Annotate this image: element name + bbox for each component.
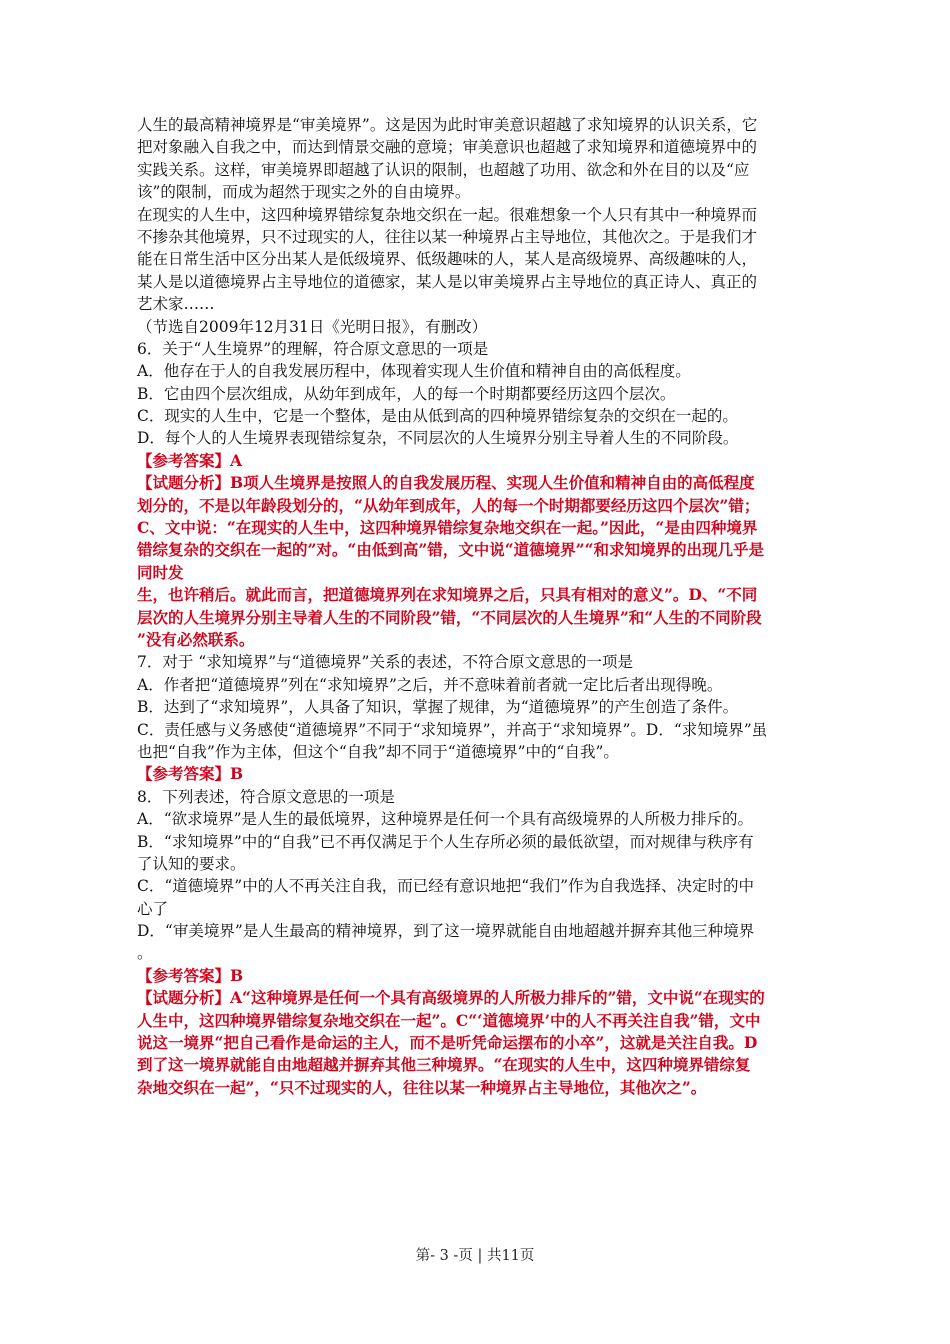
analysis-line: 同时发 xyxy=(137,562,184,582)
question-8 xyxy=(137,786,813,1099)
question-7 xyxy=(137,651,813,785)
analysis-line: 说这一境界“把自己看作是命运的主人，而不是听凭命运摆布的小卒”，这就是关注自我。D xyxy=(137,1033,758,1053)
option-a: A．作者把“道德境界”列在“求知境界”之后，并不意味着前者就一定比后者出现得晚。 xyxy=(137,675,723,694)
analysis-line: 【试题分析】B项人生境界是按照人的自我发展历程、实现人生价值和精神自由的高低程度 xyxy=(137,473,755,493)
passage-line: 能在日常生活中区分出某人是低级境界、低级趣味的人，某人是高级境界、高级趣味的人， xyxy=(137,250,758,269)
option-d: 也把“自我”作为主体，但这个“自我”却不同于“道德境界”中的“自我”。 xyxy=(137,742,619,761)
reference-answer: 【参考答案】A xyxy=(137,450,243,470)
analysis-line: ”没有必然联系。 xyxy=(137,629,255,649)
analysis-line: 杂地交织在一起”，“只不过现实的人，往往以某一种境界占主导地位，其他次之”。 xyxy=(137,1077,707,1097)
option-b: B．“求知境界”中的“自我”已不再仅满足于个人生存所必须的最低欲望，而对规律与秩序有 xyxy=(137,832,754,851)
option-c: C．现实的人生中，它是一个整体，是由从低到高的四种境界错综复杂的交织在一起的。 xyxy=(137,407,738,426)
question-stem: 6．关于“人生境界”的理解，符合原文意思的一项是 xyxy=(137,339,489,358)
analysis-line: 【试题分析】A“这种境界是任何一个具有高级境界的人所极力排斥的”错，文中说“在现实的 xyxy=(137,988,765,1008)
analysis-line: C、文中说：“在现实的人生中，这四种境界错综复杂地交织在一起。”因此，“是由四种境界 xyxy=(137,518,758,538)
analysis-line: 生，也许稍后。就此而言，把道德境界列在求知境界之后，只具有相对的意义”。D、“不同 xyxy=(137,585,758,605)
analysis-line: 到了这一境界就能自由地超越并摒弃其他三种境界。“在现实的人生中，这四种境界错综复 xyxy=(137,1055,751,1075)
passage-line: 某人是以道德境界占主导地位的道德家，某人是以审美境界占主导地位的真正诗人、真正的 xyxy=(137,272,758,291)
option-b-cont: 了认知的要求。 xyxy=(137,854,246,873)
option-d: D．“审美境界”是人生最高的精神境界，到了这一境界就能自由地超越并摒弃其他三种境界 xyxy=(137,922,755,941)
analysis-line: 层次的人生境界分别主导着人生的不同阶段”错，“不同层次的人生境界”和“人生的不同阶段 xyxy=(137,607,762,627)
question-6 xyxy=(137,338,813,651)
question-stem: 8．下列表述，符合原文意思的一项是 xyxy=(137,787,395,806)
analysis-line: 错综复杂的交织在一起的”对。“由低到高”错，文中说“道德境界”“和求知境界的出现几乎是 xyxy=(137,540,764,560)
option-c: C．责任感与义务感使“道德境界”不同于“求知境界”，并高于“求知境界”。D．“求知境界”虽 xyxy=(137,720,768,739)
page-footer: 第- 3 -页 | 共11页 xyxy=(415,1248,535,1264)
page-content xyxy=(137,114,813,1099)
passage-line: 不掺杂其他境界，只不过现实的人，往往以某一种境界占主导地位，其他次之。于是我们才 xyxy=(137,227,758,246)
passage-line: 艺术家…… xyxy=(137,295,215,314)
option-b: B．达到了“求知境界”，人具备了知识，掌握了规律，为“道德境界”的产生创造了条件。 xyxy=(137,698,739,717)
passage-line: 实践关系。这样，审美境界即超越了认识的限制，也超越了功用、欲念和外在目的以及“应 xyxy=(137,160,750,179)
option-d-cont: 。 xyxy=(137,944,153,963)
option-a: A．“欲求境界”是人生的最低境界，这种境界是任何一个具有高级境界的人所极力排斥的。 xyxy=(137,810,754,829)
option-d: D．每个人的人生境界表现错综复杂，不同层次的人生境界分别主导着人生的不同阶段。 xyxy=(137,429,739,448)
passage-line: 该”的限制，而成为超然于现实之外的自由境界。 xyxy=(137,183,471,202)
option-a: A．他存在于人的自我发展历程中，体现着实现人生价值和精神自由的高低程度。 xyxy=(137,362,691,381)
question-stem: 7．对于 “求知境界”与“道德境界”关系的表述，不符合原文意思的一项是 xyxy=(137,653,633,672)
option-c-cont: 心了 xyxy=(137,899,169,918)
option-c: C．“道德境界”中的人不再关注自我，而已经有意识地把“我们”作为自我选择、决定时的中 xyxy=(137,877,755,896)
passage-line: 人生的最高精神境界是“审美境界”。这是因为此时审美意识超越了求知境界的认识关系，它 xyxy=(137,116,758,134)
source-note: （节选自2009年12月31日《光明日报》，有删改） xyxy=(137,317,488,336)
passage xyxy=(137,114,813,338)
analysis-line: 划分的，不是以年龄段划分的，“从幼年到成年，人的每一个时期都要经历这四个层次”错； xyxy=(137,495,760,515)
analysis-line: 人生中，这四种境界错综复杂地交织在一起”。C“‘道德境界’中的人不再关注自我”错，文中 xyxy=(137,1010,761,1030)
passage-line: 把对象融入自我之中，而达到情景交融的意境；审美意识也超越了求知境界和道德境界中的 xyxy=(137,138,758,157)
reference-answer: 【参考答案】B xyxy=(137,965,244,985)
reference-answer: 【参考答案】B xyxy=(137,764,244,784)
passage-line: 在现实的人生中，这四种境界错综复杂地交织在一起。很难想象一个人只有其中一种境界而 xyxy=(137,205,758,224)
option-b: B．它由四个层次组成，从幼年到成年，人的每一个时期都要经历这四个层次。 xyxy=(137,384,676,403)
